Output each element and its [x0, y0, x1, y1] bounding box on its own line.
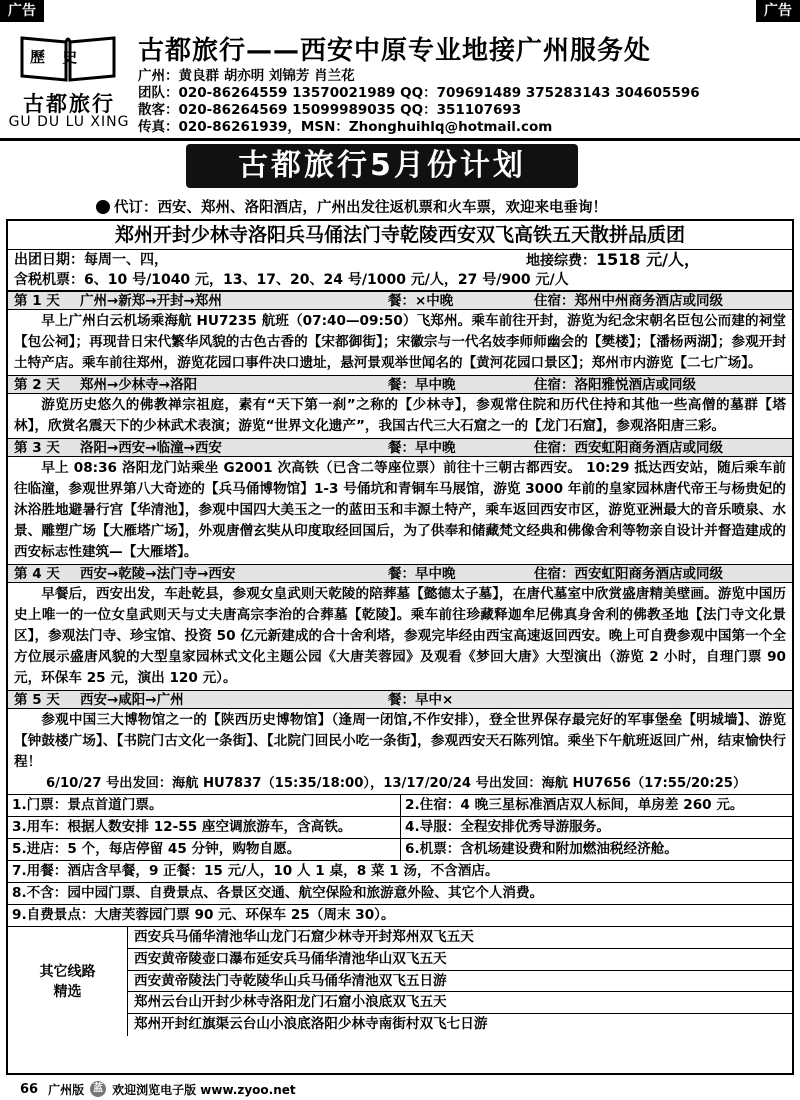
day-itinerary: 早上广州白云机场乘海航 HU7235 航班（07:40—09:50）飞郑州。乘车前往开封，游览为纪念宋朝名臣包公而建的祠堂【包公祠】；再现昔日宋代繁华风貌的古色古香的【宋都御街】；宋徽宗与一代名妓李师师幽会的【樊楼】；【潘杨两湖】；参观开封土特产店。乘车前往郑州，游览花园口事件决口遗址，悬河景观举世闻名的【黄河花园口景区】；郑州市内游览【二七广场】。 [14, 313, 786, 371]
page-number: 66 [20, 1081, 39, 1097]
plan-banner: 古都旅行5月份计划 [186, 144, 578, 188]
logo-name: 古都旅行 [23, 92, 115, 116]
bullet-icon [96, 200, 110, 214]
contact-fax: 传真：020-86261939，MSN：Zhonghuihlq@hotmail.com [138, 119, 553, 135]
contact-individual: 散客：020-86264569 15099989035 QQ：351107693 [138, 102, 522, 118]
contact-group: 团队：020-86264559 13570021989 QQ：709691489 375283143 304605596 [138, 85, 700, 101]
route-item: 西安兵马俑华清池华山龙门石窟少林寺开封郑州双飞五天 [128, 927, 792, 949]
day-itinerary: 参观中国三大博物馆之一的【陕西历史博物馆】（逢周一闭馆,不作安排），登全世界保存最完好的军事堡垒【明城墙】、游览【钟鼓楼广场】、【书院门古文化一条街】、【北院门回民小吃一条街】，参观西安天石陈列馆。乘坐下午航班返回广州，结束愉快行程！ [14, 712, 786, 770]
ad-label-right: 广告 [756, 0, 800, 22]
info-row [8, 795, 792, 817]
ad-label-left: 广告 [0, 0, 44, 22]
info-cell: 2.住宿：4 晚三星标准酒店双人标间，单房差 260 元。 [400, 795, 792, 816]
route-item: 西安黄帝陵法门寺乾陵华山兵马俑华清池双飞五日游 [128, 971, 792, 993]
route-item: 郑州云台山开封少林寺洛阳龙门石窟小浪底双飞五天 [128, 992, 792, 1014]
contact-staff: 广州：黄良群 胡亦明 刘锦芳 肖兰花 [138, 68, 355, 84]
contact-block [138, 68, 700, 136]
info-row [8, 905, 792, 927]
day-itinerary: 游览历史悠久的佛教禅宗祖庭，素有“天下第一刹”之称的【少林寺】，参观常住院和历代住持和其他一些高僧的墓群【塔林】，欣赏名震天下的少林武术表演；游览“世界文化遗产”，我国古代三大石窟之一的【龙门石窟】，参观洛阳唐三彩。 [14, 397, 786, 434]
tour-panel [6, 219, 794, 1075]
edition-label: 广州版 [48, 1082, 85, 1097]
info-cell: 6.机票：含机场建设费和附加燃油税经济舱。 [400, 839, 792, 860]
route-item: 郑州开封红旗渠云台山小浪底洛阳少林寺南街村双飞七日游 [134, 1016, 488, 1033]
day-header: 第 3 天 洛阳→西安→临潼→西安 餐：早中晚 住宿：西安虹阳商务酒店或同级 [8, 438, 792, 457]
other-routes-list [128, 927, 792, 1036]
day-header: 第 2 天 郑州→少林寺→洛阳 餐：早中晚 住宿：洛阳雅悦酒店或同级 [8, 375, 792, 394]
notice-text: 代订：西安、郑州、洛阳酒店，广州出发往返机票和火车票，欢迎来电垂询！ [114, 200, 607, 216]
info-row [8, 817, 792, 839]
info-row [8, 839, 792, 861]
info-cell: 8.不含：园中园门票、自费景点、各景区交通、航空保险和旅游意外险、其它个人消费。 [12, 885, 544, 901]
company-header [6, 26, 794, 136]
tour-title: 郑州开封少林寺洛阳兵马俑法门寺乾陵西安双飞高铁五天散拼品质团 [8, 221, 792, 250]
info-cell: 3.用车：根据人数安排 12-55 座空调旅游车，含高铁。 [12, 819, 352, 835]
company-title: 古都旅行——西安中原专业地接广州服务处 [138, 36, 652, 66]
departure-dates: 出团日期：每周一、四， [14, 252, 168, 268]
info-cell: 4.导服：全程安排优秀导游服务。 [400, 817, 792, 838]
other-routes-label: 其它线路 精选 [8, 927, 128, 1036]
day-itinerary: 早上 08:36 洛阳龙门站乘坐 G2001 次高铁（已含二等座位票）前往十三朝古都西安。 10:29 抵达西安站，随后乘车前往临潼，参观世界第八大奇迹的【兵马俑博物馆】1-3 号俑坑和青铜车马展馆，游览 3000 年前的皇家园林唐代帝王与杨贵妃的沐浴胜地避暑行宫【华清池】，参观中国四大美玉之一的蓝田玉和丰源土特产，乘车返回西安市区，游览亚洲最大的音乐喷泉、水景、雕塑广场【大雁塔广场】，外观唐僧玄奘从印度取经回国后，为了供奉和储藏梵文经典和佛像舍利等物亲自设计并督造建成的西安标志性建筑—【大雁塔】。 [14, 460, 786, 560]
info-cell: 7.用餐：酒店含早餐，9 正餐：15 元/人，10 人 1 桌，8 菜 1 汤，不含酒店。 [12, 863, 499, 879]
day-header: 第 4 天 西安→乾陵→法门寺→西安 餐：早中晚 住宿：西安虹阳商务酒店或同级 [8, 564, 792, 583]
other-routes [8, 927, 792, 1036]
header-divider [0, 138, 800, 141]
page-footer [20, 1080, 296, 1098]
company-logo [6, 28, 132, 132]
logo-pinyin: GU DU LU XING [8, 114, 130, 130]
land-fee: 地接综费：1518 元/人， [526, 250, 700, 269]
info-cell: 9.自费景点：大唐芙蓉园门票 90 元、环保车 25（周末 30）。 [12, 907, 395, 923]
airfare-row: 含税机票：6、10 号/1040 元，13、17、20、24 号/1000 元/人，27 号/900 元/人 [8, 270, 792, 291]
edition-badge: 蓝 [90, 1081, 106, 1097]
info-cell: 1.门票：景点首道门票。 [12, 797, 163, 813]
info-cell: 5.进店：5 个，每店停留 45 分钟，购物自愿。 [12, 841, 301, 857]
route-item: 西安黄帝陵壶口瀑布延安兵马俑华清池华山双飞五天 [128, 949, 792, 971]
info-row [8, 861, 792, 883]
info-row [8, 883, 792, 905]
return-flights: 6/10/27 号出发回：海航 HU7837（15:35/18:00），13/17/20/24 号出发回：海航 HU7656（17:55/20:25） [8, 774, 792, 795]
logo-book-text: 歷 史 [30, 48, 84, 66]
day-header: 第 1 天 广州→新郑→开封→郑州 餐：×中晚 住宿：郑州中州商务酒店或同级 [8, 291, 792, 310]
website-link[interactable]: 欢迎浏览电子版 www.zyoo.net [112, 1082, 296, 1097]
day-header: 第 5 天 西安→咸阳→广州 餐：早中× [8, 690, 792, 709]
departure-row [8, 250, 792, 270]
booking-notice [96, 196, 607, 217]
day-itinerary: 早餐后，西安出发，车赴乾县，参观女皇武则天乾陵的陪葬墓【懿德太子墓】，在唐代墓室中欣赏盛唐精美壁画。游览中国历史上唯一的一位女皇武则天与丈夫唐高宗李治的合葬墓【乾陵】。乘车前往珍藏释迦牟尼佛真身舍利的佛教圣地【法门寺文化景区】，参观法门寺、珍宝馆、投资 50 亿元新建成的合十舍利塔，参观完毕经由西宝高速返回西安。晚上可自费参观中国第一个全方位展示盛唐风貌的大型皇家园林式文化主题公园《大唐芙蓉园》及观看《梦回大唐》大型演出（游览 2 小时，自理门票 90 元，环保车 25 元，演出 120 元）。 [14, 586, 786, 686]
